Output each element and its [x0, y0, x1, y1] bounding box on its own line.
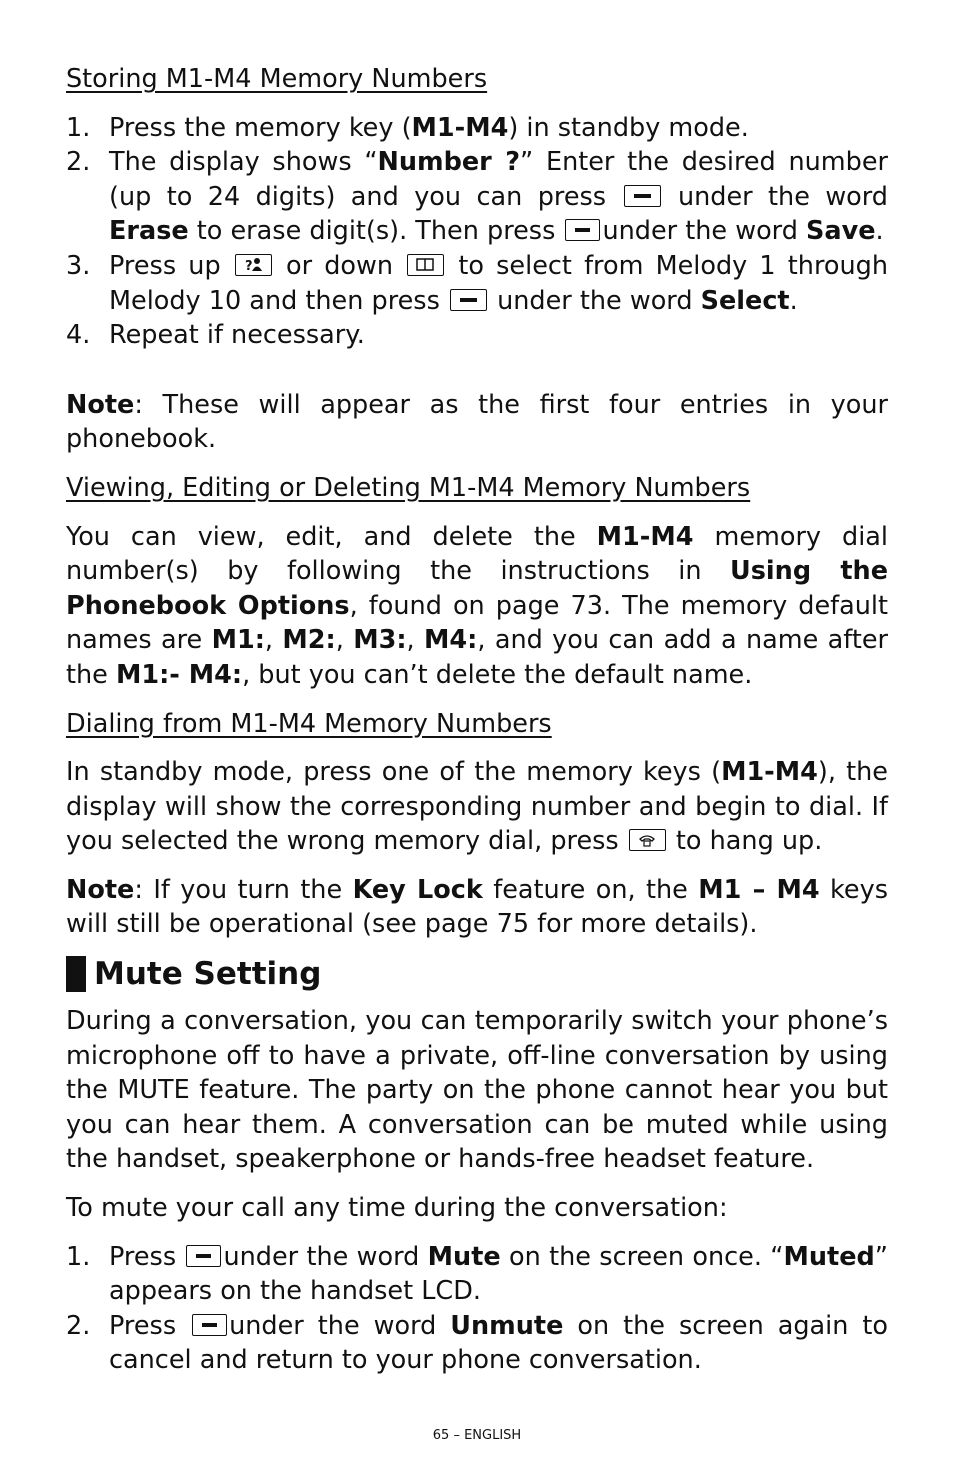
list-item: 1. Press the memory key (M1-M4) in standby mode. [66, 112, 749, 143]
storing-note: Note: These will appear as the first four entries in your phonebook. [66, 389, 888, 455]
softkey-icon [192, 1314, 227, 1336]
down-book-icon [407, 254, 444, 276]
mute-paragraph: During a conversation, you can temporarily switch your phone’s microphone off to have a private, off-line conversation by using the MUTE feature. The party on the phone cannot hear you but you can hear them. A conversation can be muted while using the handset, speakerphone or hands-free headset feature. [66, 1006, 888, 1175]
list-item: 1. Press under the word Mute on the screen once. “Muted” appears on the handset LCD. [66, 1241, 889, 1307]
svg-text:?: ? [244, 258, 253, 274]
section-bar-icon [66, 956, 86, 992]
viewing-heading: Viewing, Editing or Deleting M1-M4 Memory Numbers [66, 472, 751, 503]
mute-setting-heading: Mute Setting [66, 954, 888, 994]
dialing-paragraph: In standby mode, press one of the memory keys (M1-M4), the display will show the corresponding number and begin to dial. If you selected the wrong memory dial, press to hang up. [66, 757, 888, 857]
storing-heading: Storing M1-M4 Memory Numbers [66, 64, 488, 94]
mute-steps [66, 1240, 888, 1378]
list-item: 3. Press up ? or down to select from Melody 1 through Melody 10 and then press under the word Select. [66, 250, 888, 316]
dialing-note: Note: If you turn the Key Lock feature on, the M1 – M4 keys will still be operational (see page 75 for more details). [66, 874, 888, 940]
page-footer: 65 – ENGLISH [432, 1428, 522, 1443]
list-item: 2. Press under the word Unmute on the screen again to cancel and return to your phone conversation. [66, 1310, 888, 1376]
mute-intro: To mute your call any time during the conversation: [66, 1193, 728, 1224]
softkey-icon [624, 185, 661, 207]
viewing-paragraph: You can view, edit, and delete the M1-M4 memory dial number(s) by following the instructions in Using the Phonebook Options, found on page 73. The memory default names are M1:, M2:, M3:, M4:, and you can add a name after the M1:- M4:, but you can’t delete the default name. [66, 521, 888, 690]
list-item: 4. Repeat if necessary. [66, 320, 365, 351]
softkey-icon [186, 1245, 221, 1267]
up-phonebook-icon [235, 254, 272, 276]
end-call-icon [629, 829, 666, 851]
dialing-heading: Dialing from M1-M4 Memory Numbers [66, 708, 552, 739]
list-item: 2. The display shows “Number ?” Enter the desired number (up to 24 digits) and you can press under the word Erase to erase digit(s). Then press under the word Save. [66, 147, 888, 247]
manual-page [66, 62, 888, 1378]
storing-steps [66, 111, 888, 353]
softkey-icon [450, 289, 487, 311]
softkey-icon [565, 219, 600, 241]
